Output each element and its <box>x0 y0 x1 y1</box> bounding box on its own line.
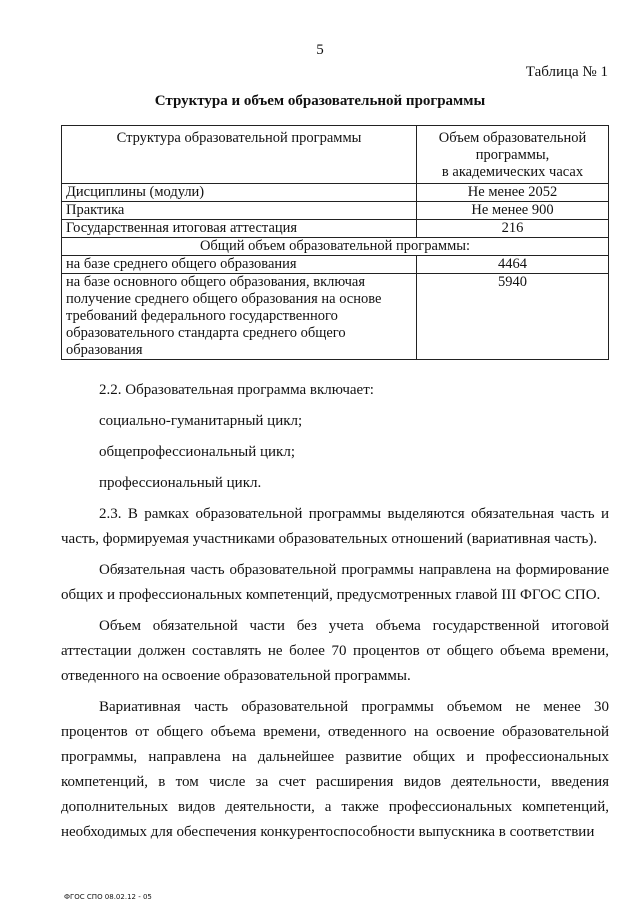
footer-code: ФГОС СПО 08.02.12 - 05 <box>64 893 152 901</box>
header-structure: Структура образовательной программы <box>62 126 417 184</box>
table-row <box>62 274 609 360</box>
table-header-row <box>62 126 609 184</box>
table-row <box>62 256 609 274</box>
body-text <box>61 378 609 845</box>
row-value: Не менее 900 <box>417 202 609 220</box>
paragraph: Вариативная часть образовательной программы объемом не менее 30 процентов от общего объема времени, отведенного на освоение образовательной программы, направлена на дальнейшее развитие общих и профессиональных компетенций, в том числе за счет расширения видов деятельности, введения дополнительных видов деятельности, а также профессиональных компетенций, необходимых для обеспечения конкурентоспособности выпускника в соответствии <box>61 699 609 840</box>
row-value: 216 <box>417 220 609 238</box>
document-title: Структура и объем образовательной программы <box>154 93 486 109</box>
row-value: 5940 <box>417 274 609 360</box>
paragraph: Объем обязательной части без учета объема государственной итоговой аттестации должен составлять не более 70 процентов от общего объема времени, отведенного на освоение образовательной программы. <box>61 618 609 684</box>
row-name: на базе основного общего образования, включая получение среднего общего образования на основе требований федерального государственного образовательного стандарта среднего общего образования <box>62 274 417 360</box>
row-name: на базе среднего общего образования <box>62 256 417 274</box>
table-row <box>62 184 609 202</box>
row-value: 4464 <box>417 256 609 274</box>
paragraph: профессиональный цикл. <box>99 475 262 491</box>
total-label: Общий объем образовательной программы: <box>62 238 609 256</box>
paragraph: 2.3. В рамках образовательной программы выделяются обязательная часть и часть, формируемая участниками образовательных отношений (вариативная часть). <box>61 506 609 547</box>
program-structure-table <box>61 125 609 360</box>
table-row <box>62 220 609 238</box>
page-number: 5 <box>316 42 324 58</box>
paragraph: общепрофессиональный цикл; <box>99 444 295 460</box>
paragraph: Обязательная часть образовательной программы направлена на формирование общих и профессиональных компетенций, предусмотренных главой III ФГОС СПО. <box>61 562 609 603</box>
row-value: Не менее 2052 <box>417 184 609 202</box>
row-name: Государственная итоговая аттестация <box>62 220 417 238</box>
row-name: Дисциплины (модули) <box>62 184 417 202</box>
paragraph: 2.2. Образовательная программа включает: <box>99 382 374 398</box>
row-name: Практика <box>62 202 417 220</box>
paragraph: социально-гуманитарный цикл; <box>99 413 303 429</box>
total-label-row <box>62 238 609 256</box>
header-volume: Объем образовательной программы, в академических часах <box>417 126 609 184</box>
table-label: Таблица № 1 <box>525 64 608 80</box>
table-row <box>62 202 609 220</box>
